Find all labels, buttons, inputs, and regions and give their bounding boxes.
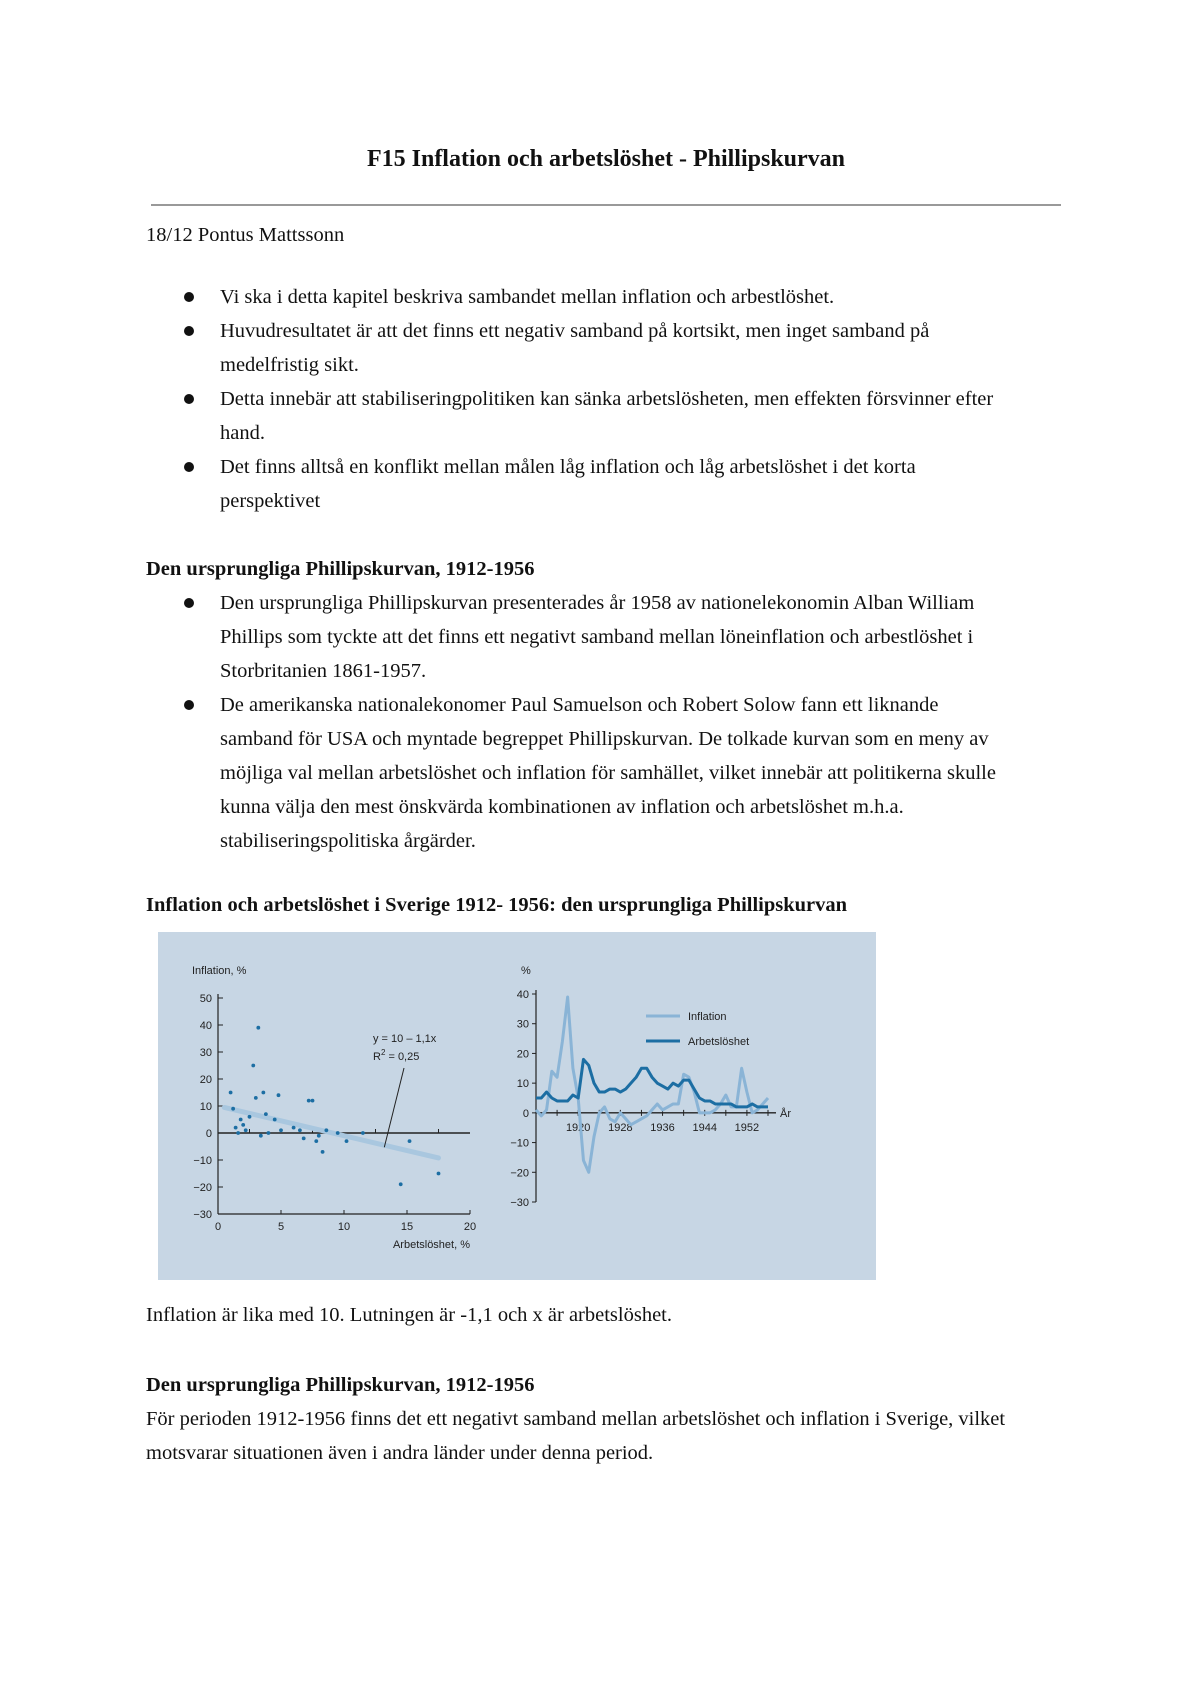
bullet-icon bbox=[184, 462, 194, 472]
bullet-icon bbox=[184, 394, 194, 404]
scatter-point bbox=[236, 1131, 240, 1135]
scatter-point bbox=[273, 1118, 277, 1122]
intro-bullet-list bbox=[146, 280, 1066, 518]
scatter-point bbox=[408, 1139, 412, 1143]
section-heading-original-phillips-2: Den ursprungliga Phillipskurvan, 1912-1956 bbox=[146, 1374, 535, 1396]
scatter-point bbox=[256, 1026, 260, 1030]
line-y-axis-label: % bbox=[521, 965, 531, 977]
list-item: Vi ska i detta kapitel beskriva sambandet mellan inflation och arbestlöshet. bbox=[146, 280, 1000, 314]
scatter-point bbox=[264, 1112, 268, 1116]
scatter-point bbox=[437, 1172, 441, 1176]
scatter-x-tick-label: 10 bbox=[337, 1221, 351, 1233]
scatter-y-tick-label: −20 bbox=[193, 1182, 212, 1194]
scatter-point bbox=[361, 1131, 365, 1135]
list-item: Det finns alltså en konflikt mellan målen låg inflation och låg arbetslöshet i det korta perspektivet bbox=[146, 450, 1000, 518]
bullet-icon bbox=[184, 292, 194, 302]
line-y-tick-label: 30 bbox=[516, 1018, 529, 1031]
scatter-y-tick-label: 20 bbox=[199, 1074, 212, 1086]
scatter-point bbox=[321, 1150, 325, 1154]
line-y-tick-label: −10 bbox=[510, 1137, 529, 1150]
scatter-y-tick-label: −10 bbox=[193, 1155, 212, 1167]
scatter-point bbox=[248, 1115, 252, 1119]
line-series-inflation bbox=[536, 997, 768, 1172]
title-divider bbox=[151, 204, 1061, 206]
scatter-point bbox=[229, 1091, 233, 1095]
phillips-figure bbox=[158, 932, 876, 1280]
figure-heading: Inflation och arbetslöshet i Sverige 1912- 1956: den ursprungliga Phillipskurvan bbox=[146, 894, 848, 916]
scatter-point bbox=[317, 1134, 321, 1138]
scatter-point bbox=[251, 1064, 255, 1068]
section-heading-original-phillips: Den ursprungliga Phillipskurvan, 1912-1956 bbox=[146, 558, 535, 580]
scatter-x-tick-label: 20 bbox=[463, 1221, 477, 1233]
scatter-point bbox=[292, 1126, 296, 1130]
line-y-tick-label: −30 bbox=[510, 1197, 529, 1209]
scatter-point bbox=[231, 1107, 235, 1111]
legend-label-inflation: Inflation bbox=[688, 1011, 727, 1023]
page-title: F15 Inflation och arbetslöshet - Phillipskurvan bbox=[366, 146, 846, 172]
scatter-point bbox=[244, 1128, 248, 1132]
scatter-x-tick-label: 0 bbox=[214, 1221, 222, 1233]
scatter-point bbox=[311, 1099, 315, 1103]
scatter-point bbox=[298, 1128, 302, 1132]
line-x-tick-label: 1928 bbox=[608, 1121, 633, 1134]
scatter-point bbox=[267, 1131, 271, 1135]
scatter-point bbox=[261, 1091, 265, 1095]
scatter-x-tick-label: 5 bbox=[277, 1221, 285, 1233]
scatter-point bbox=[314, 1139, 318, 1143]
scatter-y-axis-label: Inflation, % bbox=[192, 965, 247, 977]
line-y-tick-label: 0 bbox=[522, 1107, 529, 1120]
scatter-y-tick-label: 10 bbox=[199, 1101, 212, 1113]
line-series-arbetsloshet bbox=[536, 1059, 768, 1107]
scatter-r2-label: $R^2 = 0,25$ bbox=[373, 1048, 420, 1063]
scatter-point bbox=[241, 1123, 245, 1127]
scatter-x-axis-label: Arbetslöshet, % bbox=[392, 1239, 470, 1251]
scatter-annotation-pointer bbox=[384, 1068, 404, 1147]
figure-caption: Inflation är lika med 10. Lutningen är -1,1 och x är arbetslöshet. bbox=[146, 1304, 673, 1326]
scatter-point bbox=[307, 1099, 311, 1103]
scatter-point bbox=[277, 1093, 281, 1097]
scatter-point bbox=[336, 1131, 340, 1135]
list-item: Detta innebär att stabiliseringpolitiken kan sänka arbetslösheten, men effekten försvinner efter hand. bbox=[146, 382, 1000, 450]
scatter-point bbox=[324, 1128, 328, 1132]
bullet-icon bbox=[184, 326, 194, 336]
section2-paragraph: För perioden 1912-1956 finns det ett negativt samband mellan arbetslöshet och inflation i Sverige, vilket motsvarar situationen även i andra länder under denna period. bbox=[146, 1408, 1006, 1464]
line-y-tick-label: 20 bbox=[516, 1048, 529, 1061]
scatter-point bbox=[279, 1128, 283, 1132]
section1-bullet-list bbox=[146, 586, 1066, 858]
list-item: Huvudresultatet är att det finns ett negativ samband på kortsikt, men inget samband på medelfristig sikt. bbox=[146, 314, 1000, 382]
scatter-y-tick-label: 50 bbox=[199, 993, 212, 1005]
list-item: Den ursprungliga Phillipskurvan presenterades år 1958 av nationelekonomin Alban William Phillips som tyckte att det finns ett negativt samband mellan löneinflation och arbestlöshet i Storbritanien 1861-1957. bbox=[146, 586, 1000, 688]
bullet-icon bbox=[184, 598, 194, 608]
line-y-tick-label: −20 bbox=[510, 1167, 529, 1180]
scatter-y-tick-label: 40 bbox=[199, 1020, 212, 1032]
byline: 18/12 Pontus Mattssonn bbox=[146, 224, 345, 246]
bullet-icon bbox=[184, 700, 194, 710]
line-y-tick-label: 10 bbox=[516, 1078, 529, 1091]
scatter-y-tick-label: 0 bbox=[205, 1128, 212, 1140]
scatter-point bbox=[239, 1118, 243, 1122]
scatter-point bbox=[399, 1182, 403, 1186]
scatter-point bbox=[302, 1137, 306, 1141]
legend-label-arbetsloshet: Arbetslöshet bbox=[688, 1036, 750, 1048]
scatter-point bbox=[254, 1096, 258, 1100]
line-x-tick-label: 1936 bbox=[650, 1121, 675, 1134]
line-x-tick-label: 1920 bbox=[565, 1121, 591, 1134]
scatter-equation-label: y = 10 – 1,1x bbox=[373, 1033, 437, 1045]
scatter-x-tick-label: 15 bbox=[400, 1221, 414, 1233]
line-x-tick-label: 1944 bbox=[692, 1121, 717, 1134]
scatter-point bbox=[234, 1126, 238, 1130]
line-y-tick-label: 40 bbox=[516, 989, 529, 1001]
scatter-point bbox=[259, 1134, 263, 1138]
scatter-y-tick-label: −30 bbox=[193, 1209, 212, 1221]
line-x-tick-label: 1952 bbox=[734, 1121, 760, 1134]
line-x-axis-label: År bbox=[780, 1107, 791, 1120]
scatter-y-tick-label: 30 bbox=[199, 1047, 212, 1059]
list-item: De amerikanska nationalekonomer Paul Samuelson och Robert Solow fann ett liknande samband för USA och myntade begreppet Phillipskurvan. De tolkade kurvan som en meny av möjliga val mellan arbetslöshet och inflation för samhället, vilket innebär att politikerna skulle kunna välja den mest önskvärda kombinationen av inflation och arbetslöshet m.h.a. stabiliseringspolitiska årgärder. bbox=[146, 688, 1000, 858]
scatter-point bbox=[345, 1139, 349, 1143]
figure-canvas bbox=[158, 932, 876, 1280]
